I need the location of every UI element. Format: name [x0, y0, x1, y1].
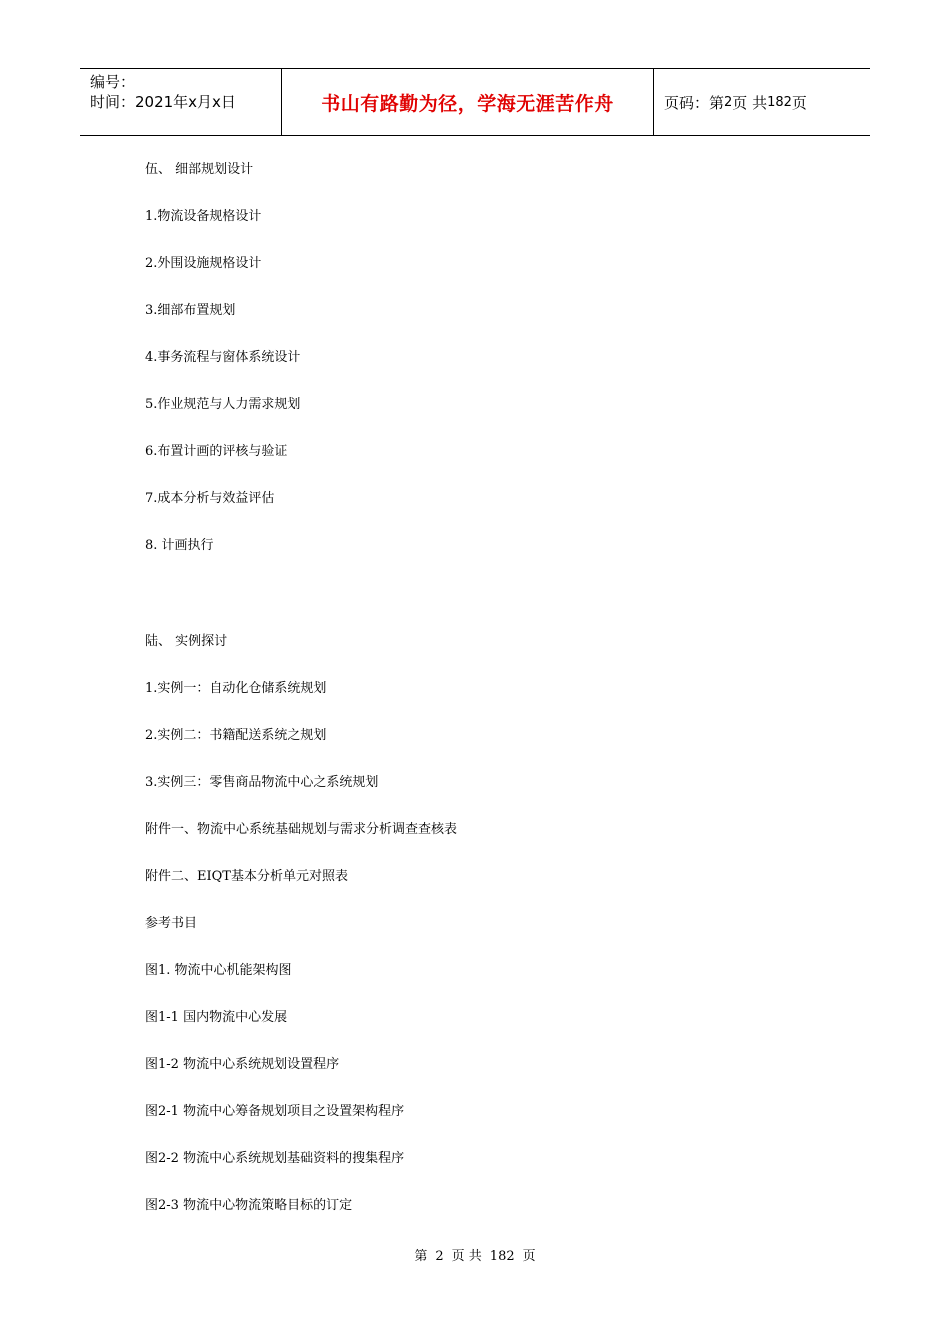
header-page-suffix: 页 [791, 93, 807, 112]
toc-item: 图2-1 物流中心筹备规划项目之设置架构程序 [145, 1104, 405, 1119]
header-motto-cell [282, 69, 654, 135]
document-time-label: 时间：2021年x月x日 [90, 93, 236, 111]
toc-item: 参考书目 [145, 916, 198, 931]
header-page-info [654, 69, 870, 135]
toc-section-heading: 陆、 实例探讨 [145, 634, 228, 649]
document-number-label: 编号： [90, 73, 136, 91]
toc-section-heading: 伍、 细部规划设计 [145, 162, 254, 177]
footer-page-current: 2 [435, 1249, 444, 1264]
toc-item: 附件一、物流中心系统基础规划与需求分析调查查核表 [145, 822, 458, 837]
header-page-mid: 页 共 [732, 93, 768, 112]
page-header [80, 68, 870, 136]
header-page-total: 182 [767, 94, 792, 110]
toc-item: 4.事务流程与窗体系统设计 [145, 350, 301, 365]
footer-page-total: 182 [489, 1249, 515, 1264]
header-page-prefix: 页码：第 [664, 93, 725, 112]
toc-item: 图2-3 物流中心物流策略目标的订定 [145, 1198, 353, 1213]
toc-item: 图1. 物流中心机能架构图 [145, 963, 292, 978]
toc-item: 2.实例二：书籍配送系统之规划 [145, 728, 327, 743]
toc-item: 3.实例三：零售商品物流中心之系统规划 [145, 775, 379, 790]
toc-item: 6.布置计画的评核与验证 [145, 444, 288, 459]
toc-item: 图1-1 国内物流中心发展 [145, 1010, 288, 1025]
header-meta [80, 69, 282, 135]
toc-item: 2.外围设施规格设计 [145, 256, 262, 271]
toc-item: 5.作业规范与人力需求规划 [145, 397, 301, 412]
toc-item: 1.物流设备规格设计 [145, 209, 262, 224]
toc-item: 图2-2 物流中心系统规划基础资料的搜集程序 [145, 1151, 405, 1166]
toc-item: 图1-2 物流中心系统规划设置程序 [145, 1057, 340, 1072]
footer-prefix: 第 [414, 1249, 428, 1264]
header-page-current: 2 [724, 94, 733, 110]
toc-item: 1.实例一：自动化仓储系统规划 [145, 681, 327, 696]
page-footer [0, 1247, 950, 1267]
header-motto: 书山有路勤为径，学海无涯苦作舟 [321, 92, 614, 115]
toc-item: 附件二、EIQT基本分析单元对照表 [145, 869, 348, 884]
footer-suffix: 页 [522, 1249, 536, 1264]
footer-mid: 页 共 [451, 1249, 482, 1264]
toc-item: 7.成本分析与效益评估 [145, 491, 275, 506]
toc-item: 8. 计画执行 [145, 538, 214, 553]
toc-item: 3.细部布置规划 [145, 303, 236, 318]
